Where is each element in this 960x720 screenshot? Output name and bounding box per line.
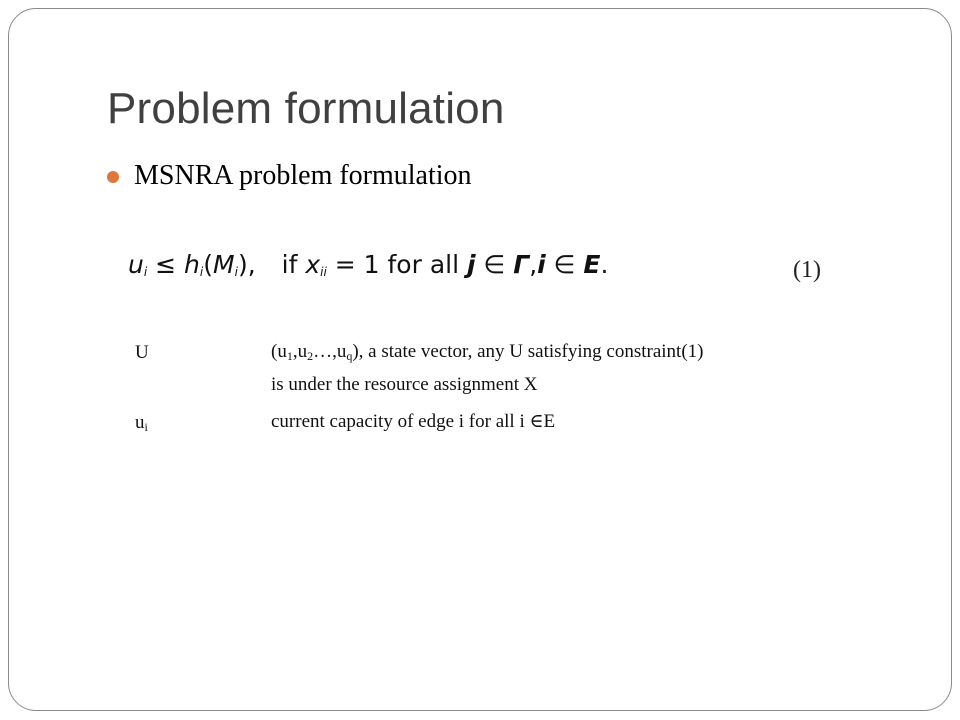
definition-desc-U-line1: $(u_1,u_2\dots,u_q)$, a state vector, any U satisfying constraint(1)	[271, 341, 704, 363]
eq-in1: ∈	[475, 250, 514, 279]
eq-lhs-var: u	[128, 250, 144, 279]
eq-gamma: Γ	[513, 250, 530, 279]
equation-number: (1)	[793, 257, 821, 283]
eq-leq: ≤	[147, 250, 185, 279]
definition-term-U: U	[135, 342, 149, 363]
eq-arg-var: M	[213, 250, 235, 279]
eq-arg-sub: i	[234, 265, 238, 279]
eq-E: E	[583, 250, 601, 279]
slide-title: Problem formulation	[107, 84, 505, 133]
eq-func-sub: i	[199, 265, 204, 279]
eq-i: i	[537, 250, 546, 279]
eq-j: j	[467, 250, 476, 279]
bullet-text: MSNRA problem formulation	[134, 160, 472, 191]
bullet-dot-icon	[107, 171, 119, 183]
constraint-equation	[128, 250, 608, 279]
bullet-item	[107, 160, 472, 192]
eq-cond-rest: = 1 for all	[326, 250, 467, 279]
eq-arg-open: (	[203, 250, 214, 279]
definition-desc-U-line2: is under the resource assignment X	[271, 374, 538, 395]
eq-comma: ,	[529, 250, 538, 279]
eq-arg-close: ),	[237, 250, 256, 279]
eq-period: .	[600, 250, 609, 279]
eq-if: if	[281, 250, 306, 279]
definition-desc-ui: current capacity of edge i for all i ∈E	[271, 411, 556, 432]
eq-func: h	[184, 250, 200, 279]
eq-cond-sub: ii	[320, 265, 327, 279]
eq-in2: ∈	[545, 250, 584, 279]
definition-term-ui: $u_i$	[135, 412, 148, 434]
eq-lhs-sub: i	[143, 265, 148, 279]
eq-cond-var: x	[305, 250, 321, 279]
